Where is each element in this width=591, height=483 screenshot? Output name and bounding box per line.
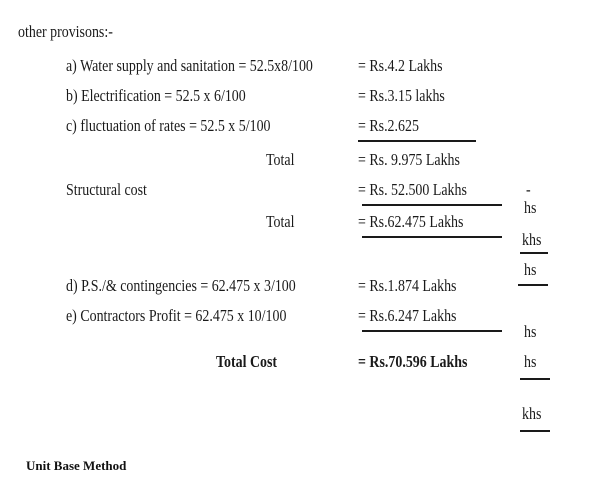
section-heading: other provisons:-	[18, 22, 113, 41]
row-label-total-cost: Total Cost	[216, 352, 278, 371]
row-value-total-2: = Rs.62.475 Lakhs	[358, 212, 464, 231]
row-value-total-1: = Rs. 9.975 Lakhs	[358, 150, 460, 169]
margin-fragment: khs	[522, 230, 542, 249]
row-label-fluctuation: c) fluctuation of rates = 52.5 x 5/100	[66, 116, 271, 135]
margin-fragment: hs	[524, 198, 537, 217]
row-label-total-1: Total	[266, 150, 295, 169]
underline-rule	[362, 204, 502, 206]
row-value-contractors-profit: = Rs.6.247 Lakhs	[358, 306, 457, 325]
margin-fragment: -	[526, 180, 531, 199]
row-label-water-supply: a) Water supply and sanitation = 52.5x8/100	[66, 56, 313, 75]
row-label-contingencies: d) P.S./& contingencies = 62.475 x 3/100	[66, 276, 296, 295]
row-value-structural-cost: = Rs. 52.500 Lakhs	[358, 180, 467, 199]
row-label-structural-cost: Structural cost	[66, 180, 147, 199]
margin-fragment: hs	[524, 322, 537, 341]
margin-fragment: hs	[524, 352, 537, 371]
row-label-total-2: Total	[266, 212, 295, 231]
underline-rule	[362, 236, 502, 238]
row-value-water-supply: = Rs.4.2 Lakhs	[358, 56, 443, 75]
underline-rule	[520, 252, 548, 254]
margin-fragment: khs	[522, 404, 542, 423]
row-label-contractors-profit: e) Contractors Profit = 62.475 x 10/100	[66, 306, 287, 325]
row-value-fluctuation: = Rs.2.625	[358, 116, 419, 135]
row-value-contingencies: = Rs.1.874 Lakhs	[358, 276, 457, 295]
underline-rule	[520, 430, 550, 432]
underline-rule	[362, 330, 502, 332]
underline-rule	[520, 378, 550, 380]
margin-fragment: hs	[524, 260, 537, 279]
underline-rule	[358, 140, 476, 142]
underline-rule	[518, 284, 548, 286]
row-value-total-cost: = Rs.70.596 Lakhs	[358, 352, 468, 371]
row-label-electrification: b) Electrification = 52.5 x 6/100	[66, 86, 246, 105]
method-caption: Unit Base Method	[26, 458, 127, 473]
row-value-electrification: = Rs.3.15 lakhs	[358, 86, 445, 105]
